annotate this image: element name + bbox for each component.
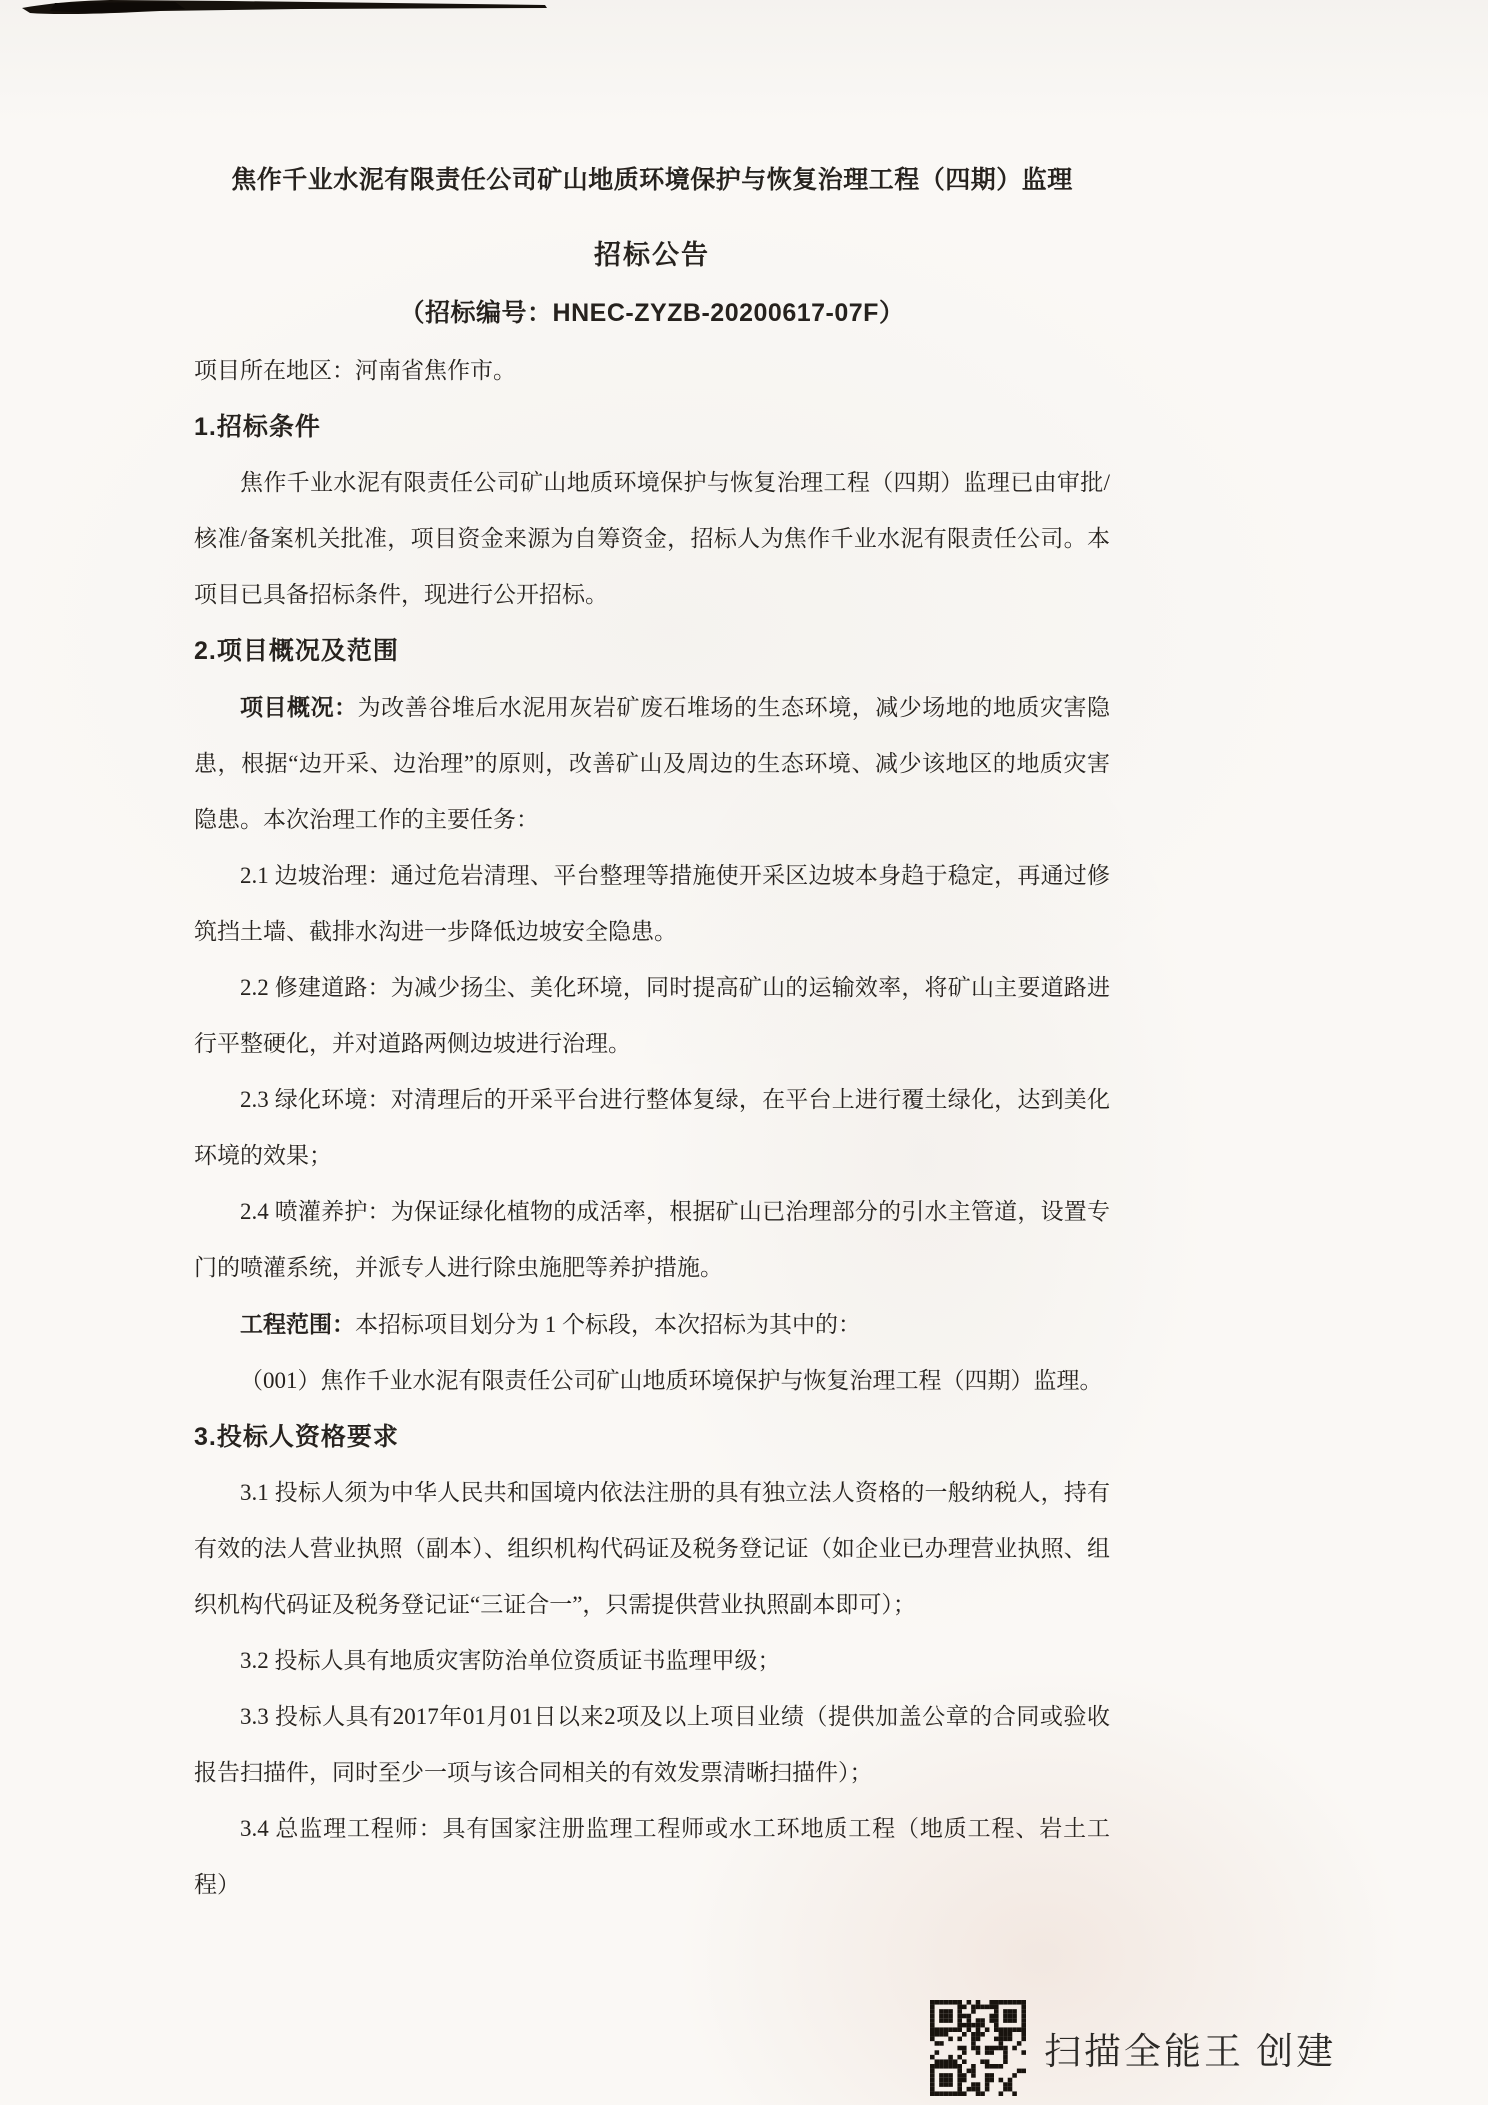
document-body	[194, 160, 1110, 1913]
paragraph-2-1-slope-treatment: 2.1 边坡治理：通过危岩清理、平台整理等措施使开采区边坡本身趋于稳定，再通过修筑挡土墙、截排水沟进一步降低边坡安全隐患。	[194, 863, 1110, 944]
section-heading-3: 3.投标人资格要求	[194, 1423, 399, 1451]
paragraph-3-2-certificate: 3.2 投标人具有地质灾害防治单位资质证书监理甲级；	[240, 1648, 781, 1673]
paragraph-3-1-bidder-qualification: 3.1 投标人须为中华人民共和国境内依法注册的具有独立法人资格的一般纳税人，持有有效的法人营业执照（副本）、组织机构代码证及税务登记证（如企业已办理营业执照、组织机构代码证及税务登记证“三证合一”，只需提供营业执照副本即可）；	[194, 1480, 1110, 1617]
paragraph-project-scope	[194, 1296, 1110, 1353]
section-heading-2: 2.项目概况及范围	[194, 637, 399, 665]
paragraph-tender-conditions: 焦作千业水泥有限责任公司矿山地质环境保护与恢复治理工程（四期）监理已由审批/核准/备案机关批准，项目资金来源为自筹资金，招标人为焦作千业水泥有限责任公司。本项目已具备招标条件，现进行公开招标。	[194, 470, 1110, 607]
document-text	[194, 343, 1110, 1913]
document-title-line2: 招标公告	[594, 240, 710, 270]
scanner-watermark	[928, 2000, 1336, 2096]
document-title-line1: 焦作千业水泥有限责任公司矿山地质环境保护与恢复治理工程（四期）监理	[231, 166, 1073, 194]
paragraph-bid-section-001: （001）焦作千业水泥有限责任公司矿山地质环境保护与恢复治理工程（四期）监理。	[240, 1368, 1103, 1393]
scan-artifact-top-edge	[0, 0, 560, 22]
project-location-line: 项目所在地区：河南省焦作市。	[194, 358, 516, 383]
paragraph-text-project-overview: 为改善谷堆后水泥用灰岩矿废石堆场的生态环境，减少场地的地质灾害隐患，根据“边开采、边治理”的原则，改善矿山及周边的生态环境、减少该地区的地质灾害隐患。本次治理工作的主要任务：	[194, 695, 1111, 832]
paragraph-2-3-greening: 2.3 绿化环境：对清理后的开采平台进行整体复绿，在平台上进行覆土绿化，达到美化环境的效果；	[194, 1087, 1110, 1168]
paragraph-text-project-scope: 本招标项目划分为 1 个标段，本次招标为其中的：	[355, 1312, 861, 1337]
paragraph-lead-project-overview: 项目概况：	[240, 694, 358, 720]
paragraph-2-4-irrigation-maintenance: 2.4 喷灌养护：为保证绿化植物的成活率，根据矿山已治理部分的引水主管道，设置专门的喷灌系统，并派专人进行除虫施肥等养护措施。	[194, 1199, 1110, 1280]
scanner-credit-text: 扫描全能王 创建	[1044, 2032, 1337, 2073]
paragraph-lead-project-scope: 工程范围：	[240, 1311, 355, 1337]
paragraph-2-2-road-construction: 2.2 修建道路：为减少扬尘、美化环境，同时提高矿山的运输效率，将矿山主要道路进行平整硬化，并对道路两侧边坡进行治理。	[194, 975, 1110, 1056]
section-heading-1: 1.招标条件	[194, 413, 321, 441]
paragraph-project-overview	[194, 679, 1110, 848]
tender-number: （招标编号：HNEC-ZYZB-20200617-07F）	[399, 299, 905, 327]
paragraph-3-4-chief-engineer: 3.4 总监理工程师：具有国家注册监理工程师或水工环地质工程（地质工程、岩土工程）	[194, 1816, 1110, 1897]
qr-code	[928, 2000, 1028, 2096]
paragraph-3-3-track-record: 3.3 投标人具有2017年01月01日以来2项及以上项目业绩（提供加盖公章的合同或验收报告扫描件，同时至少一项与该合同相关的有效发票清晰扫描件）；	[194, 1704, 1110, 1785]
